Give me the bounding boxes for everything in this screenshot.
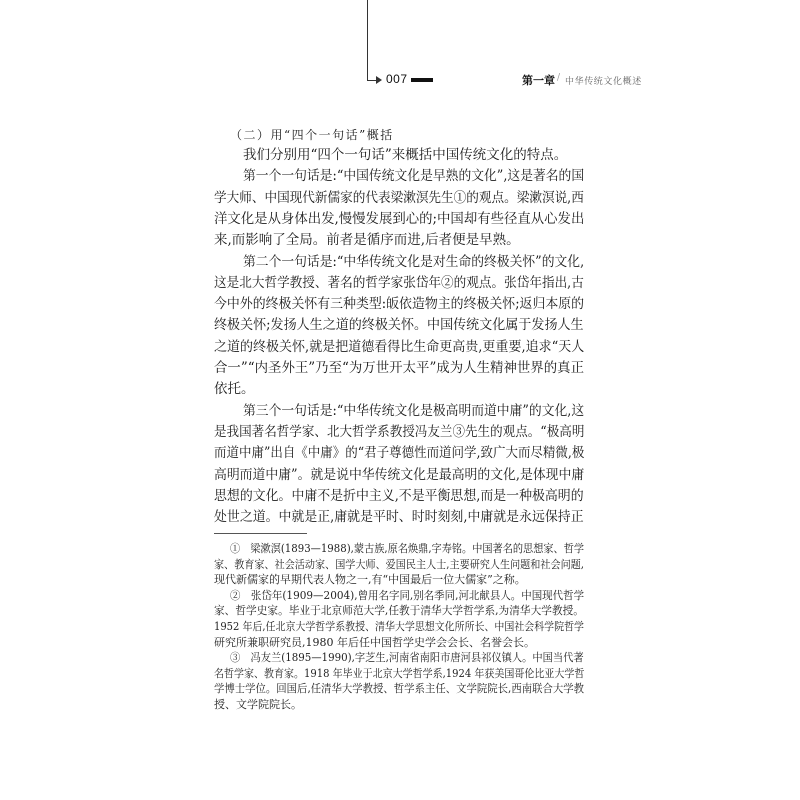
- body-line: 这是北大哲学教授、著名的哲学家张岱年②的观点。张岱年指出,古: [214, 274, 584, 291]
- body-line: 我们分别用“四个一句话”来概括中国传统文化的特点。: [243, 147, 568, 163]
- header-guide-line: [367, 0, 368, 81]
- body-line: 学大师、中国现代新儒家的代表梁漱溟先生①的观点。梁漱溟说,西: [214, 189, 584, 206]
- body-line: 洋文化是从身体出发,慢慢发展到心的;中国却有些径直从心发出: [214, 210, 585, 227]
- header-separator: /: [557, 73, 561, 83]
- body-line: 来,而影响了全局。前者是循序而进,后者便是早熟。: [214, 232, 520, 249]
- footnote-line: 名哲学家、教育家。1918 年毕业于北京大学哲学系,1924 年获美国哥伦比亚大学哲: [214, 666, 585, 680]
- body-line: 高明而道中庸”。就是说中华传统文化是最高明的文化,是体现中庸: [214, 466, 585, 483]
- body-line: 依托。: [214, 381, 255, 398]
- footnote-line: ② 张岱年(1909—2004),曾用名字同,别名季同,河北献县人。中国现代哲学: [230, 588, 585, 602]
- header-bar: [411, 78, 433, 82]
- body-line: 处世之道。中就是正,庸就是平时、时时刻刻,中庸就是永远保持正: [214, 509, 584, 526]
- footnote-line: 授、文学院院长。: [214, 698, 302, 711]
- body-line: 终极关怀;发扬人生之道的终极关怀。中国传统文化属于发扬人生: [214, 317, 584, 334]
- footnote-divider: [214, 533, 307, 534]
- body-line: 思想的文化。中庸不是折中主义,不是平衡思想,而是一种极高明的: [214, 487, 584, 504]
- section-heading: （二）用“四个一句话”概括: [230, 128, 394, 142]
- page-number: 007: [386, 72, 408, 86]
- chapter-label: 第一章: [522, 74, 555, 87]
- footnote-line: 1952 年后,任北京大学哲学系教授、清华大学思想文化所所长、中国社会科学院哲学: [214, 620, 584, 633]
- body-line: 第三个一句话是:“中华传统文化是极高明而道中庸”的文化,这: [243, 402, 585, 419]
- footnote-line: 现代新儒家的早期代表人物之一,有“中国最后一位大儒家”之称。: [214, 573, 526, 587]
- body-line: 而道中庸”出自《中庸》的“君子尊德性而道问学,致广大而尽精微,极: [214, 445, 585, 462]
- body-line: 是我国著名哲学家、北大哲学系教授冯友兰③先生的观点。“极高明: [214, 423, 585, 440]
- arrow-right-icon: [376, 76, 382, 84]
- chapter-title: 中华传统文化概述: [565, 77, 642, 87]
- footnote-line: ③ 冯友兰(1895—1990),字芝生,河南省南阳市唐河县祁仪镇人。中国当代著: [230, 651, 584, 665]
- footnote-line: 家、教育家、社会活动家、国学大师、爱国民主人士,主要研究人生问题和社会问题,: [214, 557, 584, 571]
- body-line: 第一个一句话是:“中国传统文化是早熟的文化”,这是著名的国: [243, 168, 585, 185]
- body-line: 合一”“内圣外王”乃至“为万世开太平”成为人生精神世界的真正: [214, 360, 585, 376]
- footnote-line: 学博士学位。回国后,任清华大学教授、哲学系主任、文学院院长,西南联合大学教: [214, 682, 584, 696]
- footnote-line: 家、哲学史家。毕业于北京师范大学,任教于清华大学哲学系,为清华大学教授。: [214, 604, 584, 618]
- body-line: 之道的终极关怀,就是把道德看得比生命更高贵,更重要,追求“天人: [214, 338, 585, 355]
- body-line: 今中外的终极关怀有三种类型:皈依造物主的终极关怀;返归本原的: [214, 296, 585, 313]
- footnote-line: 研究所兼职研究员,1980 年后任中国哲学史学会会长、名誉会长。: [214, 635, 535, 649]
- body-line: 第二个一句话是:“中华传统文化是对生命的终极关怀”的文化,: [243, 253, 585, 270]
- footnote-line: ① 梁漱溟(1893—1988),蒙古族,原名焕鼎,字寿铭。中国著名的思想家、哲学: [230, 542, 585, 555]
